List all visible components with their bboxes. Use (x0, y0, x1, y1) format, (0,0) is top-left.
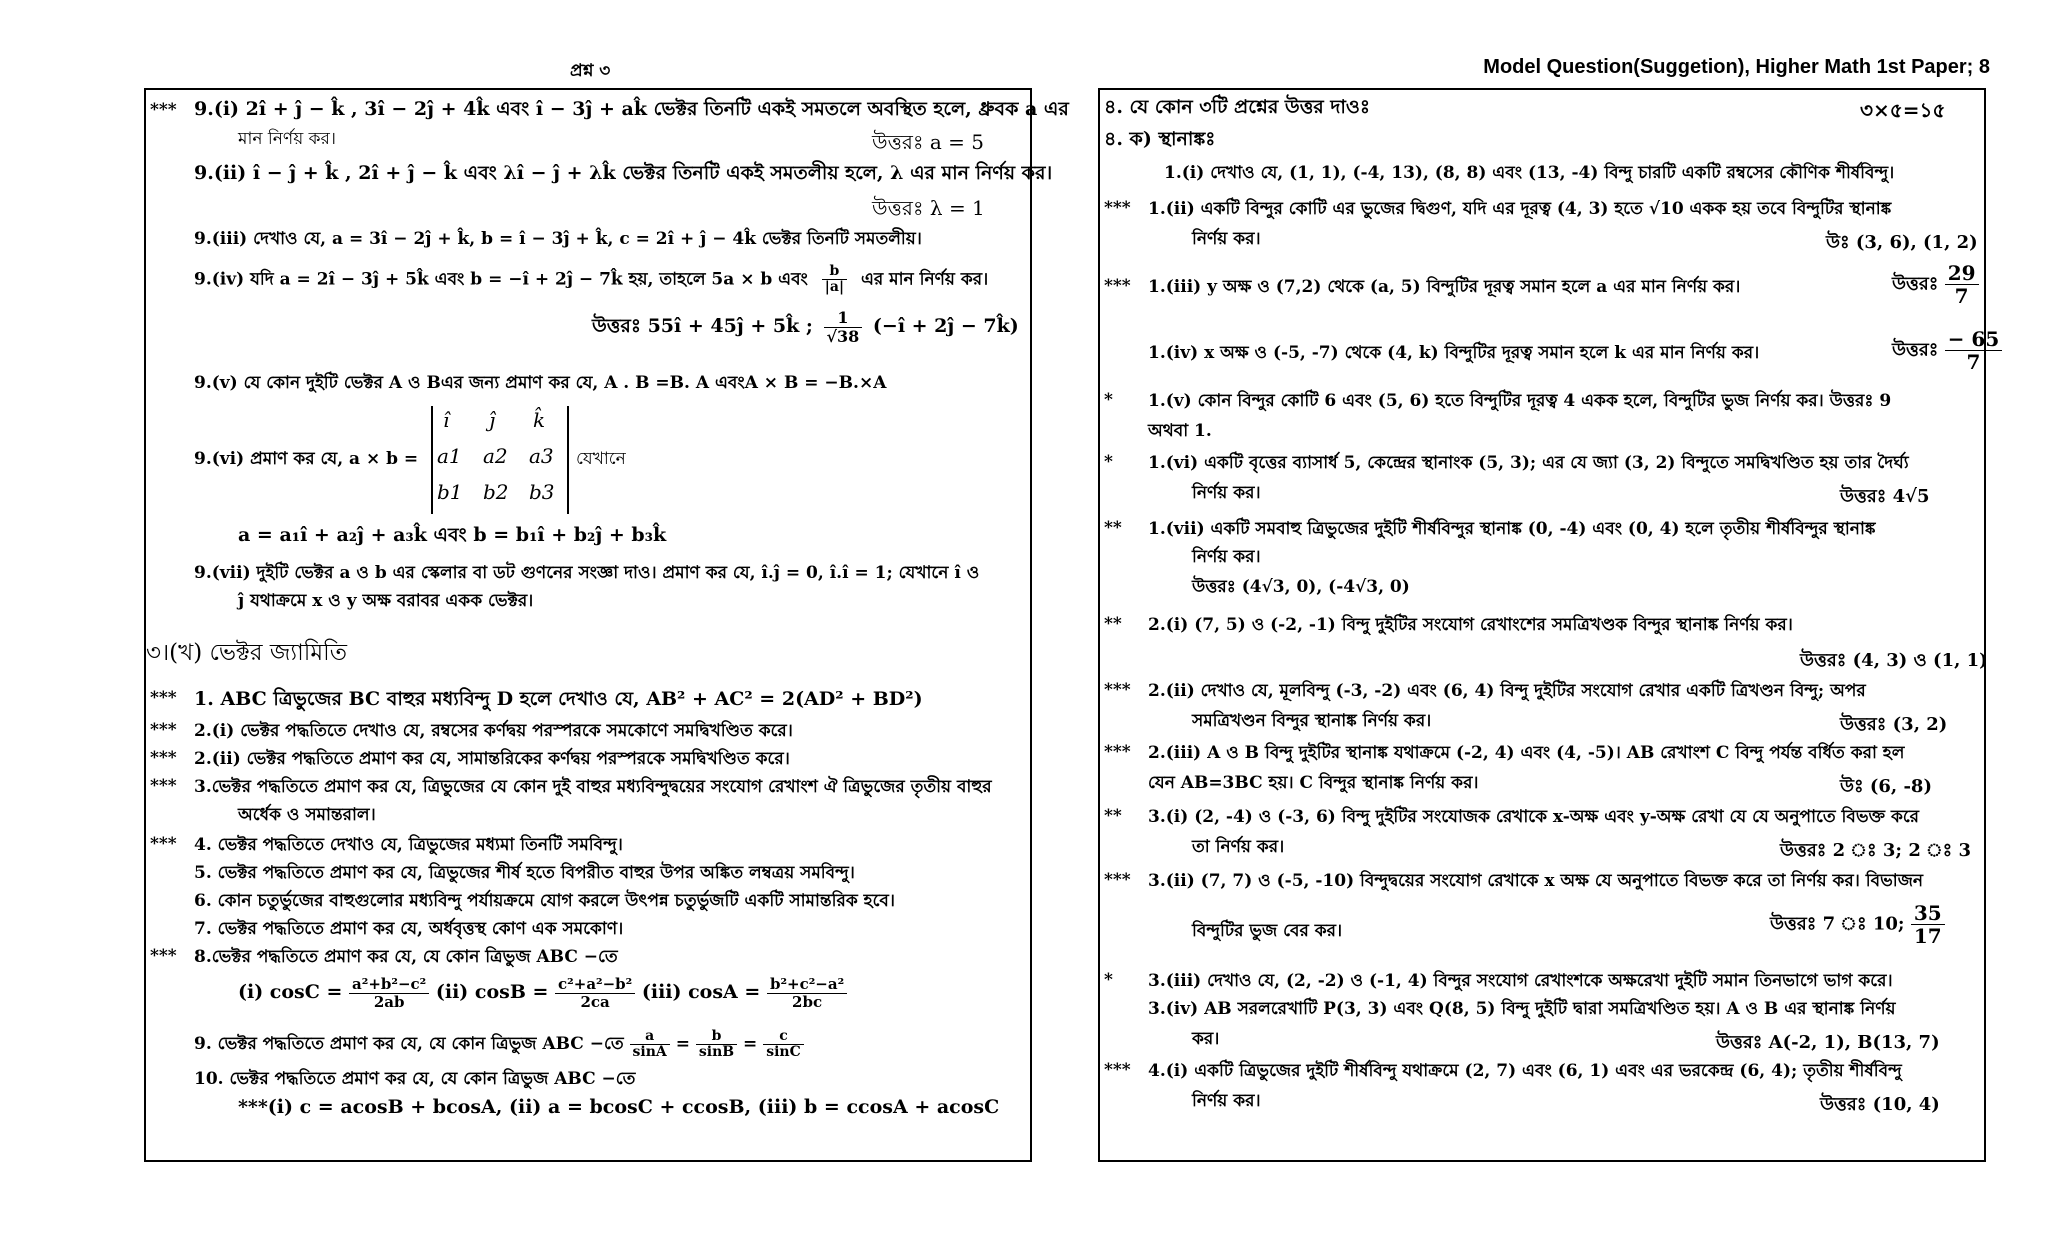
answer-9-iv: উত্তরঃ 55î + 45ĵ + 5k̂ ; $\frac{1}{√38}$ (−î + 2ĵ − 7k̂) (592, 307, 1019, 346)
law-of-cosines-formulas: (i) cosC = $\frac{\text{a²+b²−c²}}{2ab}$ (ii) cosB = $\frac{\text{c²+a²−b²}}{2ca}$ (iii) cosA = $\frac{\text{b²+c²−a²}}{2bc}$ (238, 970, 847, 1014)
importance-stars: *** (1104, 742, 1131, 762)
right-question-panel (1098, 88, 2000, 1162)
geometry-item: 7. ভেক্টর পদ্ধতিতে প্রমাণ কর যে, অর্ধবৃত্তস্থ কোণ এক সমকোণ। (194, 919, 624, 939)
question-9-iv (194, 264, 988, 296)
question-1-v: 1.(v) কোন বিন্দুর কোটি 6 এবং (5, 6) হতে বিন্দুটির দূরত্ব 4 একক হলে, বিন্দুটির ভুজ নির্ণয় কর। উত্তরঃ 9 (1148, 391, 1892, 411)
answer-3-iv: উত্তরঃ A(-2, 1), B(13, 7) (1716, 1032, 1940, 1053)
importance-stars: * (1104, 390, 1113, 410)
question-2-ii: 2.(ii) দেখাও যে, মূলবিন্দু (-3, -2) এবং (6, 4) বিন্দু দুইটির সংযোগ রেখার একটি ত্রিখণ্ডন বিন্দু; অপর (1148, 681, 1866, 701)
answer-1-iv: উত্তরঃ $\frac{- 65}{7}$ (1892, 328, 2002, 373)
q9-iv-text: 9.(iv) যদি a = 2î − 3ĵ + 5k̂ এবং b = −î + 2ĵ − 7k̂ হয়, তাহলে 5a × b এবং (194, 269, 808, 290)
importance-stars: *** (1104, 870, 1131, 890)
marks-label: ৩×৫=১৫ (1860, 98, 1946, 122)
importance-stars: *** (150, 946, 177, 966)
question-9-iii: 9.(iii) দেখাও যে, a = 3î − 2ĵ + k̂, b = î − 3ĵ + k̂, c = 2î + ĵ − 4k̂ ভেক্টর তিনটি সমতলীয়। (194, 229, 922, 249)
question-2-ii-cont: সমত্রিখণ্ডন বিন্দুর স্থানাঙ্ক নির্ণয় কর। (1192, 711, 1432, 731)
question-9-v: 9.(v) যে কোন দুইটি ভেক্টর A ও Bএর জন্য প্রমাণ কর যে, A . B =B. A এবংA × B = −B.×A (194, 373, 887, 393)
question-9-i: 9.(i) 2î + ĵ − k̂ , 3î − 2ĵ + 4k̂ এবং î − 3ĵ + ak̂ ভেক্টর তিনটি একই সমতলে অবস্থিত হলে, ধ্রুবক a এর (194, 98, 1069, 120)
importance-stars: ** (1104, 806, 1122, 826)
question-2-iii-cont: যেন AB=3BC হয়। C বিন্দুর স্থানাঙ্ক নির্ণয় কর। (1148, 773, 1479, 793)
question-3-iv: 3.(iv) AB সরলরেখাটি P(3, 3) এবং Q(8, 5) বিন্দু দুইটি দ্বারা সমত্রিখণ্ডিত হয়। A ও B এর স্থানাঙ্ক নির্ণয় (1148, 999, 1896, 1019)
question-1-ii: 1.(ii) একটি বিন্দুর কোটি এর ভুজের দ্বিগুণ, যদি এর দূরত্ব (4, 3) হতে √10 একক হয় তবে বিন্দুটির স্থানাঙ্ক (1148, 199, 1892, 219)
question-1-iv: 1.(iv) x অক্ষ ও (-5, -7) থেকে (4, k) বিন্দুটির দূরত্ব সমান হলে k এর মান নির্ণয় কর। (1148, 343, 1760, 363)
question-3-iv-cont: কর। (1192, 1029, 1220, 1049)
question-9-vi: 9.(vi) প্রমাণ কর যে, a × b = (194, 449, 419, 469)
question-1-ii-cont: নির্ণয় কর। (1192, 229, 1261, 249)
question-1-vii: 1.(vii) একটি সমবাহু ত্রিভুজের দুইটি শীর্ষবিন্দুর স্থানাঙ্ক (0, -4) এবং (0, 4) হলে তৃতীয় শীর্ষবিন্দুর স্থানাঙ্ক (1148, 519, 1876, 539)
importance-stars: ** (1104, 614, 1122, 634)
geometry-item: 3.ভেক্টর পদ্ধতিতে প্রমাণ কর যে, ত্রিভুজের যে কোন দুই বাহুর মধ্যবিন্দুদ্বয়ের সংযোগ রেখাংশ ঐ ত্রিভুজের তৃতীয় বাহুর (194, 777, 992, 797)
geometry-item: 2.(i) ভেক্টর পদ্ধতিতে দেখাও যে, রম্বসের কর্ণদ্বয় পরস্পরকে সমকোণে সমদ্বিখণ্ডিত করে। (194, 721, 793, 741)
geometry-item: 2.(ii) ভেক্টর পদ্ধতিতে প্রমাণ কর যে, সামান্তরিকের কর্ণদ্বয় পরস্পরকে সমদ্বিখণ্ডিত করে। (194, 749, 790, 769)
answer-1-vii: উত্তরঃ (4√3, 0), (-4√3, 0) (1192, 577, 1410, 597)
answer-9-iv-fraction: $\frac{1}{√38}$ (824, 309, 863, 345)
answer-4-i: উত্তরঃ (10, 4) (1820, 1094, 1940, 1115)
right-page-header: Model Question(Suggetion), Higher Math 1st Paper; 8 (1483, 56, 1990, 78)
question-4-i-cont: নির্ণয় কর। (1192, 1091, 1261, 1111)
importance-stars: *** (1104, 680, 1131, 700)
geometry-item: 1. ABC ত্রিভুজের BC বাহুর মধ্যবিন্দু D হলে দেখাও যে, AB² + AC² = 2(AD² + BD²) (194, 688, 923, 710)
question-3-ii: 3.(ii) (7, 7) ও (-5, -10) বিন্দুদ্বয়ের সংযোগ রেখাকে x অক্ষ যে অনুপাতে বিভক্ত করে তা নির্ণয় কর। বিভাজন (1148, 871, 1924, 891)
where-label: যেখানে (576, 449, 626, 469)
answer-9-ii: উত্তরঃ λ = 1 (872, 196, 985, 220)
question-10: 10. ভেক্টর পদ্ধতিতে প্রমাণ কর যে, যে কোন ত্রিভুজ ABC −তে (194, 1069, 636, 1089)
importance-stars: *** (150, 776, 177, 796)
answer-2-i: উত্তরঃ (4, 3) ও (1, 1) (1800, 650, 1988, 671)
importance-stars: *** (150, 720, 177, 740)
right-heading: ৪. যে কোন ৩টি প্রশ্নের উত্তর দাওঃ (1104, 96, 1370, 118)
question-1-v-cont: অথবা 1. (1148, 421, 1212, 441)
importance-stars: *** (150, 834, 177, 854)
question-9-vii: 9.(vii) দুইটি ভেক্টর a ও b এর স্কেলার বা ডট গুণনের সংজ্ঞা দাও। প্রমাণ কর যে, î.ĵ = 0, î.î = 1; যেখানে î ও (194, 563, 980, 583)
answer-3-ii: উত্তরঃ 7 ঃ 10; $\frac{35}{17}$ (1770, 902, 1945, 947)
answer-1-iii: উত্তরঃ $\frac{29}{7}$ (1892, 262, 1979, 307)
answer-2-iii: উঃ (6, -8) (1840, 776, 1932, 797)
question-3-i: 3.(i) (2, -4) ও (-3, 6) বিন্দু দুইটির সংযোজক রেখাকে x-অক্ষ এবং y-অক্ষ রেখা যে যে অনুপাতে বিভক্ত করে (1148, 807, 1920, 827)
question-1-vi-cont: নির্ণয় কর। (1192, 483, 1261, 503)
importance-stars: *** (150, 748, 177, 768)
question-2-i: 2.(i) (7, 5) ও (-2, -1) বিন্দু দুইটির সংযোগ রেখাংশের সমত্রিখণ্ডক বিন্দুর স্থানাঙ্ক নির্ণয় কর। (1148, 615, 1793, 635)
geometry-item: 8.ভেক্টর পদ্ধতিতে প্রমাণ কর যে, যে কোন ত্রিভুজ ABC −তে (194, 947, 618, 967)
vector-definitions: a = a₁î + a₂ĵ + a₃k̂ এবং b = b₁î + b₂ĵ + b₃k̂ (238, 524, 667, 546)
geometry-item: 4. ভেক্টর পদ্ধতিতে দেখাও যে, ত্রিভুজের মধ্যমা তিনটি সমবিন্দু। (194, 835, 623, 855)
question-1-vi: 1.(vi) একটি বৃত্তের ব্যাসার্ধ 5, কেন্দ্রের স্থানাংক (5, 3); এর যে জ্যা (3, 2) বিন্দুতে সমদ্বিখণ্ডিত হয় তার দৈর্ঘ্য (1148, 453, 1909, 473)
question-1-i: 1.(i) দেখাও যে, (1, 1), (-4, 13), (8, 8) এবং (13, -4) বিন্দু চারটি একটি রম্বসের কৌণিক শীর্ষবিন্দু। (1164, 163, 1895, 183)
geometry-item: 6. কোন চতুর্ভুজের বাহুগুলোর মধ্যবিন্দু পর্যায়ক্রমে যোগ করলে উৎপন্ন চতুর্ভুজটি একটি সামান্তরিক হবে। (194, 891, 895, 911)
question-9-sine-rule: 9. ভেক্টর পদ্ধতিতে প্রমাণ কর যে, যে কোন ত্রিভুজ ABC −তে $\frac{a}{\sin A}$ = $\frac{b}{\sin B}$ = $\frac{c}{\sin C}$ (194, 1022, 804, 1066)
importance-stars: * (1104, 452, 1113, 472)
geometry-item: 5. ভেক্টর পদ্ধতিতে প্রমাণ কর যে, ত্রিভুজের শীর্ষ হতে বিপরীত বাহুর উপর অঙ্কিত লম্বত্রয় সমবিন্দু। (194, 863, 855, 883)
question-9-vii-cont: ĵ যথাক্রমে x ও y অক্ষ বরাবর একক ভেক্টর। (238, 591, 534, 611)
answer-2-ii: উত্তরঃ (3, 2) (1840, 714, 1948, 735)
importance-stars: *** (1104, 198, 1131, 218)
importance-stars: ** (1104, 518, 1122, 538)
determinant-matrix: î ĵ k̂ a1 a2 a3 b1 b2 b3 (431, 406, 569, 514)
answer-1-vi: উত্তরঃ 4√5 (1840, 486, 1930, 507)
q9-iv-text-end: এর মান নির্ণয় কর। (860, 269, 989, 290)
importance-stars: * (1104, 970, 1113, 990)
question-3-ii-cont: বিন্দুটির ভুজ বের কর। (1192, 921, 1343, 941)
importance-stars: *** (1104, 276, 1131, 296)
question-4-i: 4.(i) একটি ত্রিভুজের দুইটি শীর্ষবিন্দু যথাক্রমে (2, 7) এবং (6, 1) এবং এর ভরকেন্দ্র (6, 4); তৃতীয় শীর্ষবিন্দু (1148, 1061, 1902, 1081)
question-3-iii: 3.(iii) দেখাও যে, (2, -2) ও (-1, 4) বিন্দুর সংযোগ রেখাংশকে অক্ষরেখা দুইটি সমান তিনভাগে ভাগ করে। (1148, 971, 1893, 991)
importance-stars: *** (1104, 1060, 1131, 1080)
question-1-vii-cont: নির্ণয় কর। (1192, 547, 1261, 567)
question-3-i-cont: তা নির্ণয় কর। (1192, 837, 1285, 857)
answer-9-i: উত্তরঃ a = 5 (872, 130, 985, 154)
importance-stars: *** (150, 688, 177, 708)
question-9-i-cont: মান নির্ণয় কর। (238, 129, 336, 149)
left-question-panel (144, 88, 1069, 1162)
answer-3-i: উত্তরঃ 2 ঃ 3; 2 ঃ 3 (1780, 840, 1972, 861)
left-page-header: প্রশ্ন ৩ (570, 61, 611, 81)
question-2-iii: 2.(iii) A ও B বিন্দু দুইটির স্থানাঙ্ক যথাক্রমে (-2, 4) এবং (4, -5)। AB রেখাংশ C বিন্দু পর্যন্ত বর্ধিত করা হল (1148, 743, 1905, 763)
answer-1-ii: উঃ (3, 6), (1, 2) (1826, 232, 1978, 253)
b-over-abs-a-fraction: $\frac{b}{|a|}$ (822, 264, 847, 296)
section-title-vector-geometry: ৩।(খ) ভেক্টর জ্যামিতি (146, 640, 347, 666)
importance-stars: *** (150, 100, 177, 120)
right-subheading: ৪. ক) স্থানাঙ্কঃ (1104, 128, 1216, 150)
question-9-ii: 9.(ii) î − ĵ + k̂ , 2î + ĵ − k̂ এবং λî − ĵ + λk̂ ভেক্টর তিনটি একই সমতলীয় হলে, λ এর মান নির্ণয় কর। (194, 162, 1053, 184)
question-1-iii: 1.(iii) y অক্ষ ও (7,2) থেকে (a, 5) বিন্দুটির দূরত্ব সমান হলে a এর মান নির্ণয় কর। (1148, 277, 1741, 297)
question-10-parts: ***(i) c = acosB + bcosA, (ii) a = bcosC + ccosB, (iii) b = ccosA + acosC (238, 1096, 1000, 1118)
geometry-item: অর্ধেক ও সমান্তরাল। (238, 805, 376, 825)
